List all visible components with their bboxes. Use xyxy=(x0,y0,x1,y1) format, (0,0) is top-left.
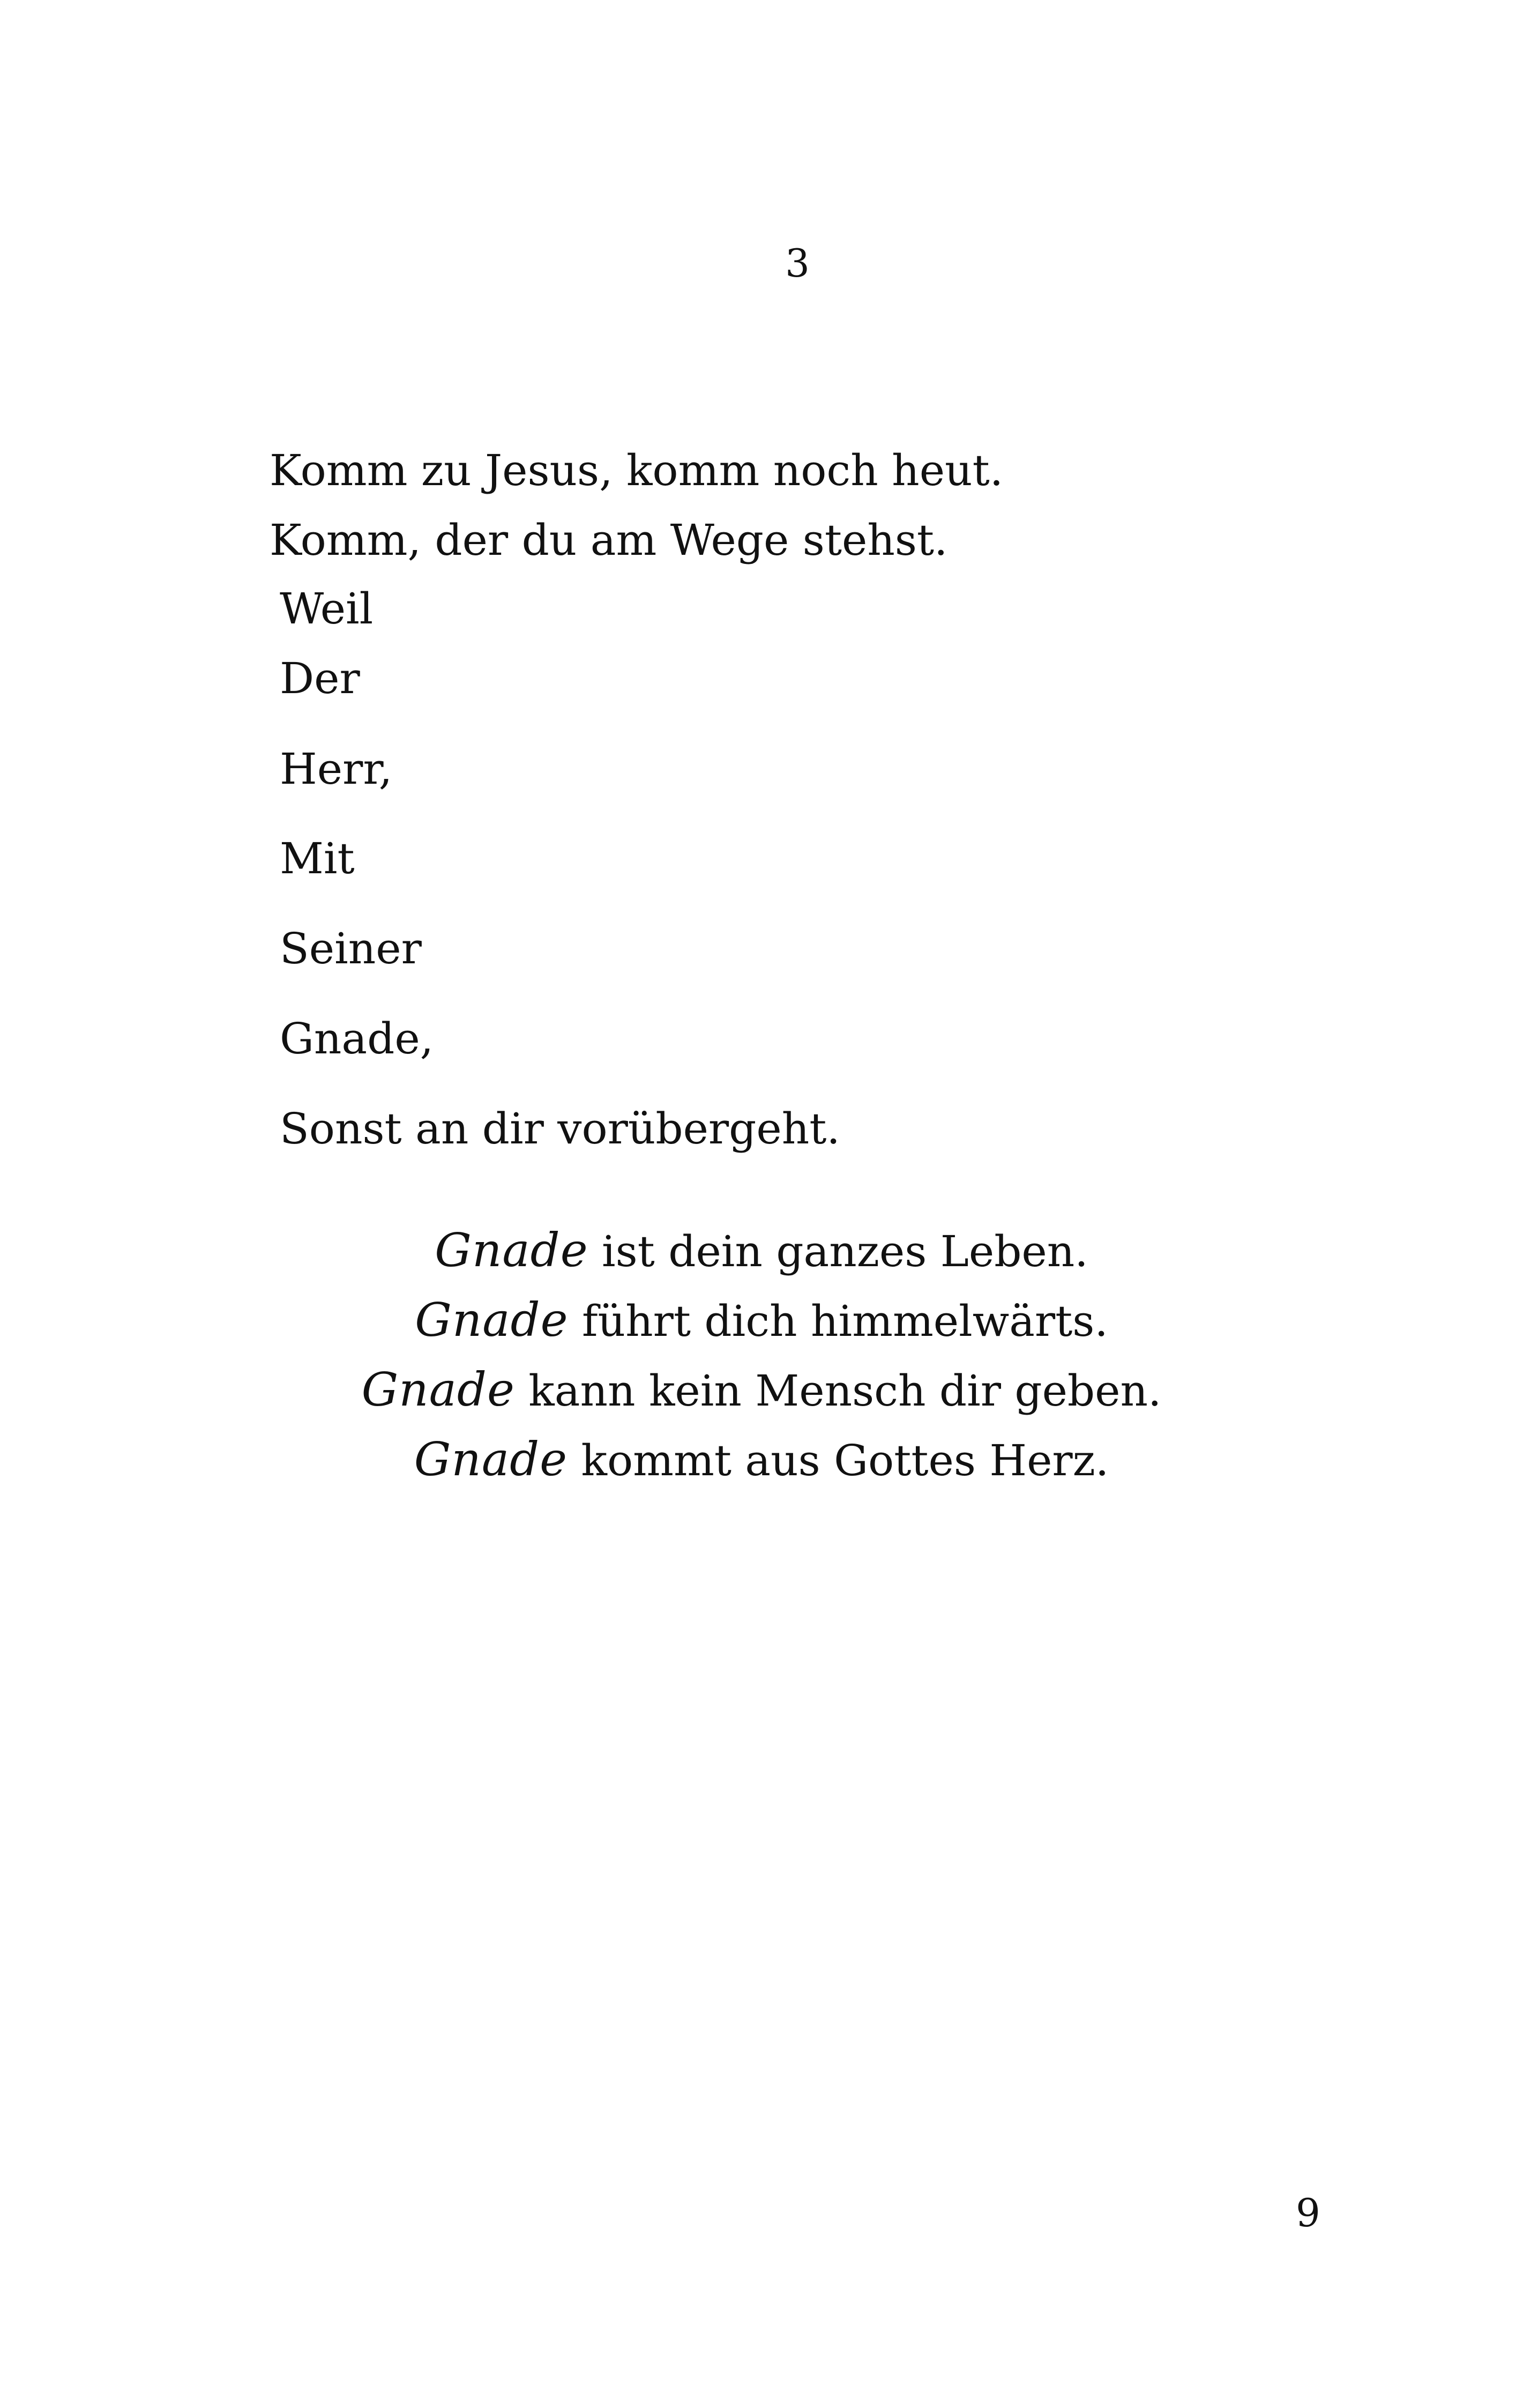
stanza-line: Der xyxy=(280,653,360,703)
refrain-line xyxy=(0,1433,1523,1487)
stanza-line: Weil xyxy=(280,584,374,634)
refrain-line xyxy=(0,1294,1523,1347)
refrain-emphasis: Gnade xyxy=(435,1224,588,1277)
refrain-line xyxy=(0,1363,1523,1417)
refrain-emphasis: Gnade xyxy=(415,1294,569,1347)
section-number: 3 xyxy=(785,241,810,286)
stanza-line: Herr, xyxy=(280,744,393,794)
refrain-text: kann kein Mensch dir geben. xyxy=(514,1366,1162,1416)
stanza-line: Komm, der du am Wege stehst. xyxy=(270,515,948,565)
stanza-line: Komm zu Jesus, komm noch heut. xyxy=(270,445,1004,495)
stanza-line: Seiner xyxy=(280,924,422,973)
refrain-text: ist dein ganzes Leben. xyxy=(588,1227,1088,1276)
refrain-text: kommt aus Gottes Herz. xyxy=(568,1436,1109,1485)
refrain-emphasis: Gnade xyxy=(361,1363,515,1417)
page-number: 9 xyxy=(1296,2190,1320,2235)
refrain-text: führt dich himmelwärts. xyxy=(568,1296,1108,1346)
stanza-line: Gnade, xyxy=(280,1014,434,1064)
refrain-line xyxy=(0,1224,1523,1277)
stanza-line: Sonst an dir vorübergeht. xyxy=(280,1104,840,1154)
stanza-line: Mit xyxy=(280,834,355,883)
refrain-emphasis: Gnade xyxy=(414,1433,568,1487)
